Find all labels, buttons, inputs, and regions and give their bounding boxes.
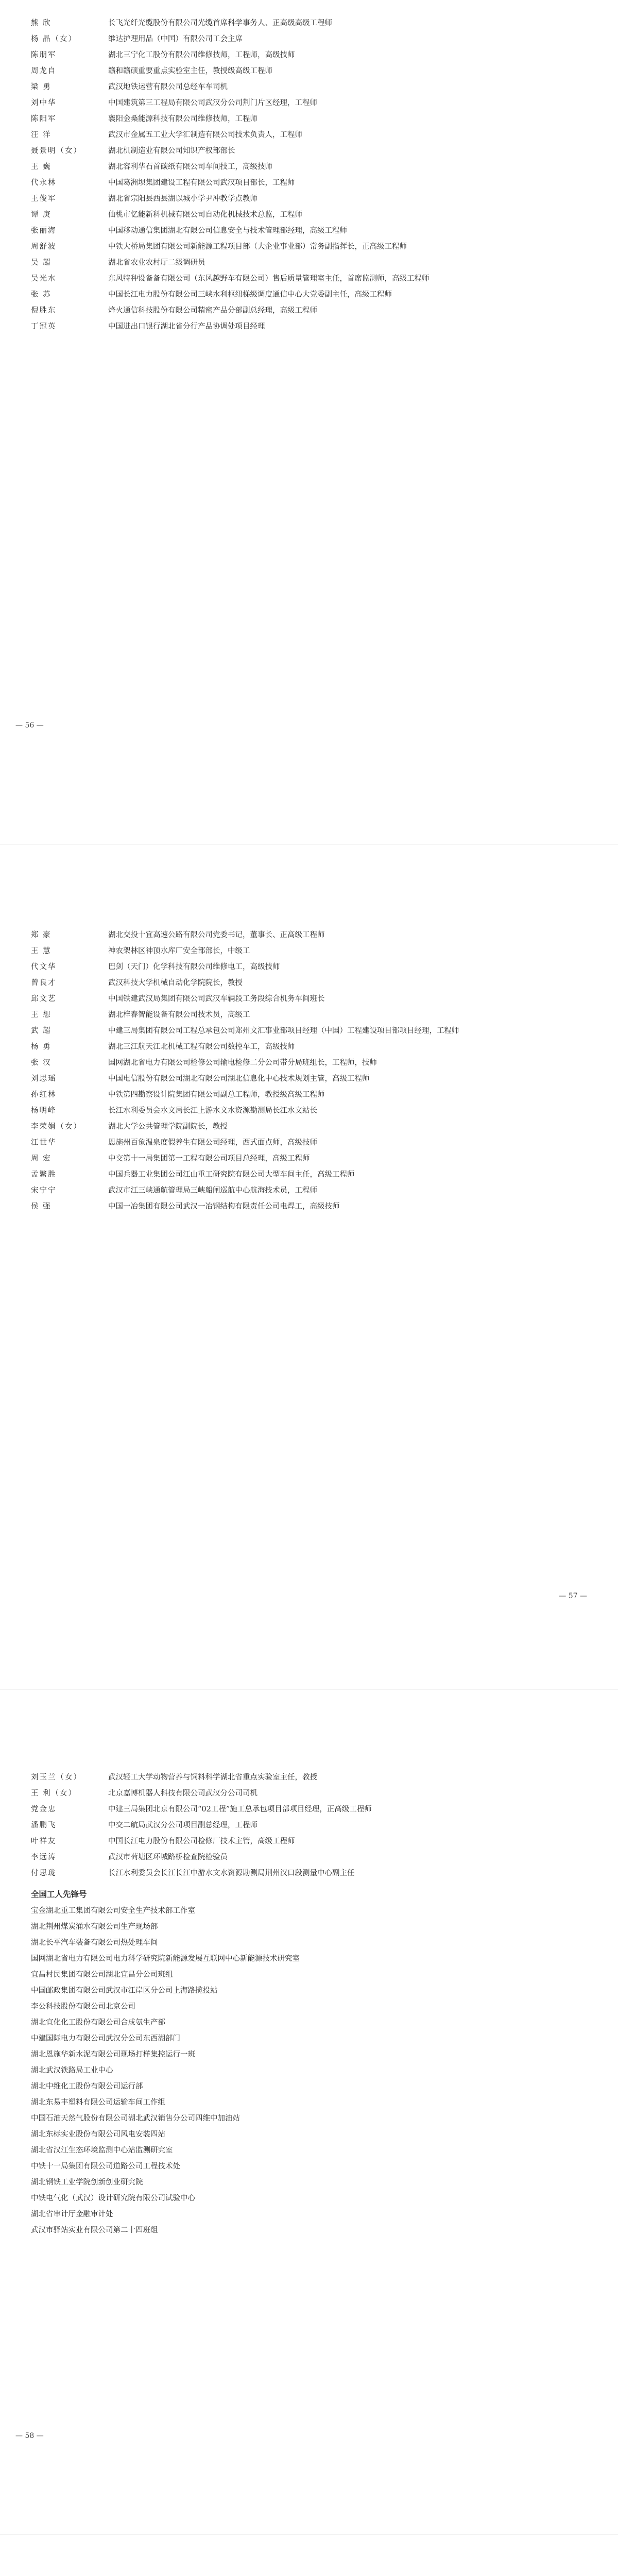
entry-row xyxy=(31,95,587,111)
person-name: 王 利（女） xyxy=(31,1789,77,1798)
person-name: 汪 洋 xyxy=(31,131,52,139)
person-name: 谭 庚 xyxy=(31,211,52,219)
person-name: 李远涛 xyxy=(31,1853,57,1861)
person-description: 湖北省宗阳县西县湖以城小学尹冲教学点教师 xyxy=(108,195,258,203)
person-description: 中国移动通信集团湖北有限公司信息安全与技术管理部经理，高级工程师 xyxy=(108,227,347,235)
person-description: 中交第十一局集团第一工程有限公司项目总经理，高级工程师 xyxy=(108,1155,310,1163)
page-57-content xyxy=(31,927,587,1215)
person-description: 北京嘉博机器人科技有限公司武汉分公司司机 xyxy=(108,1789,258,1798)
list-item: 国网湖北省电力有限公司电力科学研究院新能源发展互联网中心新能源技术研究室 xyxy=(31,1955,300,1963)
person-name: 熊 欣 xyxy=(31,19,52,27)
person-description: 湖北三宁化工股份有限公司维修技师，工程师，高级技师 xyxy=(108,51,295,59)
person-description: 湖北梓春智能设备有限公司技术员，高级工 xyxy=(108,1011,250,1019)
entry-row xyxy=(31,319,587,335)
entry-row xyxy=(31,1199,587,1215)
entry-row xyxy=(31,1818,587,1834)
person-description: 恩施州百象温泉度假养生有限公司经理，西式面点师，高级技师 xyxy=(108,1139,317,1147)
entry-row xyxy=(31,223,587,239)
person-description: 湖北大学公共管理学院副院长，教授 xyxy=(108,1123,228,1131)
document-page-56 xyxy=(0,0,618,844)
list-item: 李公科技股份有限公司北京公司 xyxy=(31,2003,135,2011)
person-description: 中国进出口银行湖北省分行产品协调处项目经理 xyxy=(108,323,265,331)
list-item: 湖北荆州煤炭涌水有限公司生产现场部 xyxy=(31,1923,158,1931)
list-item: 宝金湖北重工集团有限公司安全生产技术部工作室 xyxy=(31,1907,195,1915)
person-description: 仙桃市忆能新科机械有限公司自动化机械技术总监，工程师 xyxy=(108,211,302,219)
person-description: 湖北省农业农村厅二级调研员 xyxy=(108,259,205,267)
entry-row xyxy=(31,143,587,159)
entry-row xyxy=(31,1103,587,1119)
person-description: 神农架林区神顶水库厂安全部部长，中级工 xyxy=(108,947,250,955)
entry-row xyxy=(31,175,587,191)
document-page-57 xyxy=(0,845,618,1689)
person-name: 侯 强 xyxy=(31,1202,52,1211)
person-description: 中交二航局武汉分公司项目副总经理，工程师 xyxy=(108,1821,258,1829)
entry-row xyxy=(31,159,587,175)
person-name: 杨 勇 xyxy=(31,1043,52,1051)
person-description: 武汉市江三峡通航管理局三峡船闸巡航中心航海技术员，工程师 xyxy=(108,1187,317,1195)
entry-row xyxy=(31,15,587,31)
person-name: 孙红林 xyxy=(31,1091,57,1099)
person-name: 代永林 xyxy=(31,179,57,187)
person-description: 长飞光纤光缆股份有限公司光缆首席科学事务人、正高级高级工程师 xyxy=(108,19,332,27)
person-description: 维达护理用品（中国）有限公司工会主席 xyxy=(108,35,243,43)
person-name: 郑 豪 xyxy=(31,931,52,939)
list-item: 中铁十一局集团有限公司道路公司工程技术处 xyxy=(31,2162,180,2171)
entry-row xyxy=(31,1183,587,1199)
person-name: 周 宏 xyxy=(31,1155,52,1163)
person-description: 中国铁建武汉局集团有限公司武汉车辆段工务段综合机务车间班长 xyxy=(108,995,325,1003)
person-name: 付思珑 xyxy=(31,1869,57,1877)
person-description: 中铁第四勘察设计院集团有限公司副总工程师，教授级高级工程师 xyxy=(108,1091,325,1099)
person-description: 中建三局集团北京有限公司“02工程”施工总承包项目部项目经理，正高级工程师 xyxy=(108,1805,372,1814)
person-name: 党金忠 xyxy=(31,1805,57,1814)
person-description: 中国兵器工业集团公司江山重工研究院有限公司大型车间主任，高级工程师 xyxy=(108,1171,355,1179)
person-name: 杨 晶（女） xyxy=(31,35,77,43)
document-page-59 xyxy=(0,2535,618,2576)
person-description: 湖北容利华石首碳纸有限公司车间技工，高级技师 xyxy=(108,163,272,171)
list-item: 武汉市驿站实业有限公司第二十四班组 xyxy=(31,2226,158,2234)
entry-row xyxy=(31,63,587,79)
person-name: 周龙自 xyxy=(31,67,57,75)
entry-row xyxy=(31,31,587,47)
list-item: 湖北东易丰塑料有限公司运输车间工作组 xyxy=(31,2098,165,2107)
entry-row xyxy=(31,191,587,207)
entry-row xyxy=(31,991,587,1007)
person-name: 武 超 xyxy=(31,1027,52,1035)
list-item: 中国邮政集团有限公司武汉市江岸区分公司上海路揽投站 xyxy=(31,1987,218,1995)
entry-row xyxy=(31,1866,587,1882)
person-name: 王 慧 xyxy=(31,947,52,955)
person-name: 王俊军 xyxy=(31,195,57,203)
list-item: 湖北恩施华新水泥有限公司现场打样集控运行一班 xyxy=(31,2050,195,2059)
person-description: 长江水利委员会水文局长江上游水文水资源勘测局长江水文站长 xyxy=(108,1107,317,1115)
person-description: 中国一冶集团有限公司武汉一冶钢结构有限责任公司电焊工，高级技师 xyxy=(108,1202,340,1211)
person-description: 湖北三江航天江北机械工程有限公司数控车工，高级技师 xyxy=(108,1043,295,1051)
list-item: 湖北省审计厅金融审计处 xyxy=(31,2210,113,2218)
page-58-content xyxy=(31,1770,587,2239)
list-item: 湖北宜化化工股份有限公司合成氨生产部 xyxy=(31,2019,165,2027)
person-description: 东风特种设备备有限公司（东风越野车有限公司）售后质量管理室主任，首席监测师，高级工程师 xyxy=(108,275,430,283)
page-number: — 56 — xyxy=(15,721,44,730)
person-description: 中建三局集团有限公司工程总承包公司郑州文汇事业部项目经理（中国）工程建设项目部项目经理，工程师 xyxy=(108,1027,459,1035)
entry-row xyxy=(31,1850,587,1866)
entry-row xyxy=(31,1802,587,1818)
list-item: 中铁电气化（武汉）设计研究院有限公司试验中心 xyxy=(31,2194,195,2202)
person-name: 代文华 xyxy=(31,963,57,971)
person-description: 中国长江电力股份有限公司检修厂技术主管，高级工程师 xyxy=(108,1837,295,1845)
entry-row xyxy=(31,1135,587,1151)
person-description: 中国长江电力股份有限公司三峡水利枢纽梯级调度通信中心大党委副主任，高级工程师 xyxy=(108,291,392,299)
list-item: 湖北省汉江生态环境监测中心站监测研究室 xyxy=(31,2146,173,2155)
person-name: 杨明峰 xyxy=(31,1107,57,1115)
entry-row xyxy=(31,927,587,943)
entry-row xyxy=(31,287,587,303)
person-description: 中国电信股份有限公司湖北有限公司湖北信息化中心技术规划主管，高级工程师 xyxy=(108,1075,370,1083)
person-name: 陈阳军 xyxy=(31,115,57,123)
person-name: 孟繁胜 xyxy=(31,1171,57,1179)
person-description: 武汉市荷塘区环城路桥检查院检验员 xyxy=(108,1853,228,1861)
person-description: 湖北机制造业有限公司知识产权部部长 xyxy=(108,147,235,155)
person-name: 宋宁宁 xyxy=(31,1187,57,1195)
entry-row xyxy=(31,1087,587,1103)
person-name: 张 苏 xyxy=(31,291,52,299)
person-name: 潘鹏飞 xyxy=(31,1821,57,1829)
person-name: 陈朋军 xyxy=(31,51,57,59)
list-item: 湖北钢铁工业学院创新创业研究院 xyxy=(31,2178,143,2187)
section-title: 全国工人先锋号 xyxy=(31,1890,87,1899)
list-item: 中国石油天然气股份有限公司湖北武汉销售分公司四维中加油站 xyxy=(31,2114,240,2123)
person-description: 中国建筑第三工程局有限公司武汉分公司荆门片区经理，工程师 xyxy=(108,99,317,107)
person-name: 王 巍 xyxy=(31,163,52,171)
person-description: 武汉市金属五工业大学汇制造有限公司技术负责人，工程师 xyxy=(108,131,302,139)
entry-row xyxy=(31,303,587,319)
list-item: 湖北东标实业股份有限公司风电安装四站 xyxy=(31,2130,165,2139)
person-name: 江世华 xyxy=(31,1139,57,1147)
person-name: 刘玉兰（女） xyxy=(31,1773,82,1782)
person-description: 武汉科技大学机械自动化学院院长，教授 xyxy=(108,979,243,987)
person-description: 巴剑（天门）化学科技有限公司维修电工，高级技师 xyxy=(108,963,280,971)
entry-row xyxy=(31,239,587,255)
list-item: 中建国际电力有限公司武汉分公司东西湖部门 xyxy=(31,2035,180,2043)
entry-row xyxy=(31,79,587,95)
list-item: 宜昌村民集团有限公司湖北宜昌分公司班组 xyxy=(31,1971,173,1979)
person-description: 武汉地铁运营有限公司总经车车司机 xyxy=(108,83,228,91)
person-name: 周舒波 xyxy=(31,243,57,251)
entry-row xyxy=(31,1071,587,1087)
entry-row xyxy=(31,1151,587,1167)
entry-row xyxy=(31,1055,587,1071)
entry-row xyxy=(31,271,587,287)
entry-row xyxy=(31,255,587,271)
entry-row xyxy=(31,111,587,127)
page-56-content xyxy=(31,15,587,335)
person-name: 刘思瑶 xyxy=(31,1075,57,1083)
entry-row xyxy=(31,1119,587,1135)
entry-row xyxy=(31,127,587,143)
entry-row xyxy=(31,1039,587,1055)
entry-row xyxy=(31,1770,587,1786)
person-description: 长江水利委员会长江长江中游水文水资源勘测局荆州汉口段测量中心副主任 xyxy=(108,1869,355,1877)
entry-row xyxy=(31,943,587,959)
person-name: 王 想 xyxy=(31,1011,52,1019)
person-description: 襄阳金桑能源科技有限公司维修技师，工程师 xyxy=(108,115,258,123)
entry-row xyxy=(31,1834,587,1850)
person-name: 吴光水 xyxy=(31,275,57,283)
person-description: 国网湖北省电力有限公司检修公司输电检修二分公司带分局班组长，工程师，技师 xyxy=(108,1059,377,1067)
person-name: 曾良才 xyxy=(31,979,57,987)
person-name: 丁冠英 xyxy=(31,323,57,331)
person-description: 中铁大桥局集团有限公司新能源工程项目部（大企业事业部）常务副指挥长，正高级工程师 xyxy=(108,243,407,251)
document-page-58 xyxy=(0,1690,618,2534)
person-name: 李荣娟（女） xyxy=(31,1123,82,1131)
person-name: 刘中华 xyxy=(31,99,57,107)
list-item: 湖北长平汽车装备有限公司热处理车间 xyxy=(31,1939,158,1947)
entry-row xyxy=(31,975,587,991)
person-name: 张丽海 xyxy=(31,227,57,235)
person-description: 湖北交投十宜高速公路有限公司党委书记，董事长、正高级工程师 xyxy=(108,931,325,939)
entry-row xyxy=(31,1167,587,1183)
person-description: 烽火通信科技股份有限公司精密产品分部副总经理，高级工程师 xyxy=(108,307,317,315)
person-name: 倪胜东 xyxy=(31,307,57,315)
person-name: 叶祥友 xyxy=(31,1837,57,1845)
person-description: 武汉轻工大学动物营养与饲料科学湖北省重点实验室主任，教授 xyxy=(108,1773,317,1782)
page-number: — 57 — xyxy=(559,1592,587,1600)
page-number: — 58 — xyxy=(15,2432,44,2440)
person-name: 梁 勇 xyxy=(31,83,52,91)
person-name: 张 汉 xyxy=(31,1059,52,1067)
person-description: 中国葛洲坝集团建设工程有限公司武汉项目部长，工程师 xyxy=(108,179,295,187)
person-name: 邱文艺 xyxy=(31,995,57,1003)
person-name: 聂景明（女） xyxy=(31,147,82,155)
entry-row xyxy=(31,1023,587,1039)
list-item: 湖北武汉铁路局工业中心 xyxy=(31,2066,113,2075)
entry-row xyxy=(31,1007,587,1023)
person-name: 吴 超 xyxy=(31,259,52,267)
entry-row xyxy=(31,207,587,223)
entry-row xyxy=(31,959,587,975)
list-item: 湖北中维化工股份有限公司运行部 xyxy=(31,2082,143,2091)
entry-row xyxy=(31,47,587,63)
entry-row xyxy=(31,1786,587,1802)
person-description: 赣和赣硕重要重点实验室主任，教授级高级工程师 xyxy=(108,67,272,75)
